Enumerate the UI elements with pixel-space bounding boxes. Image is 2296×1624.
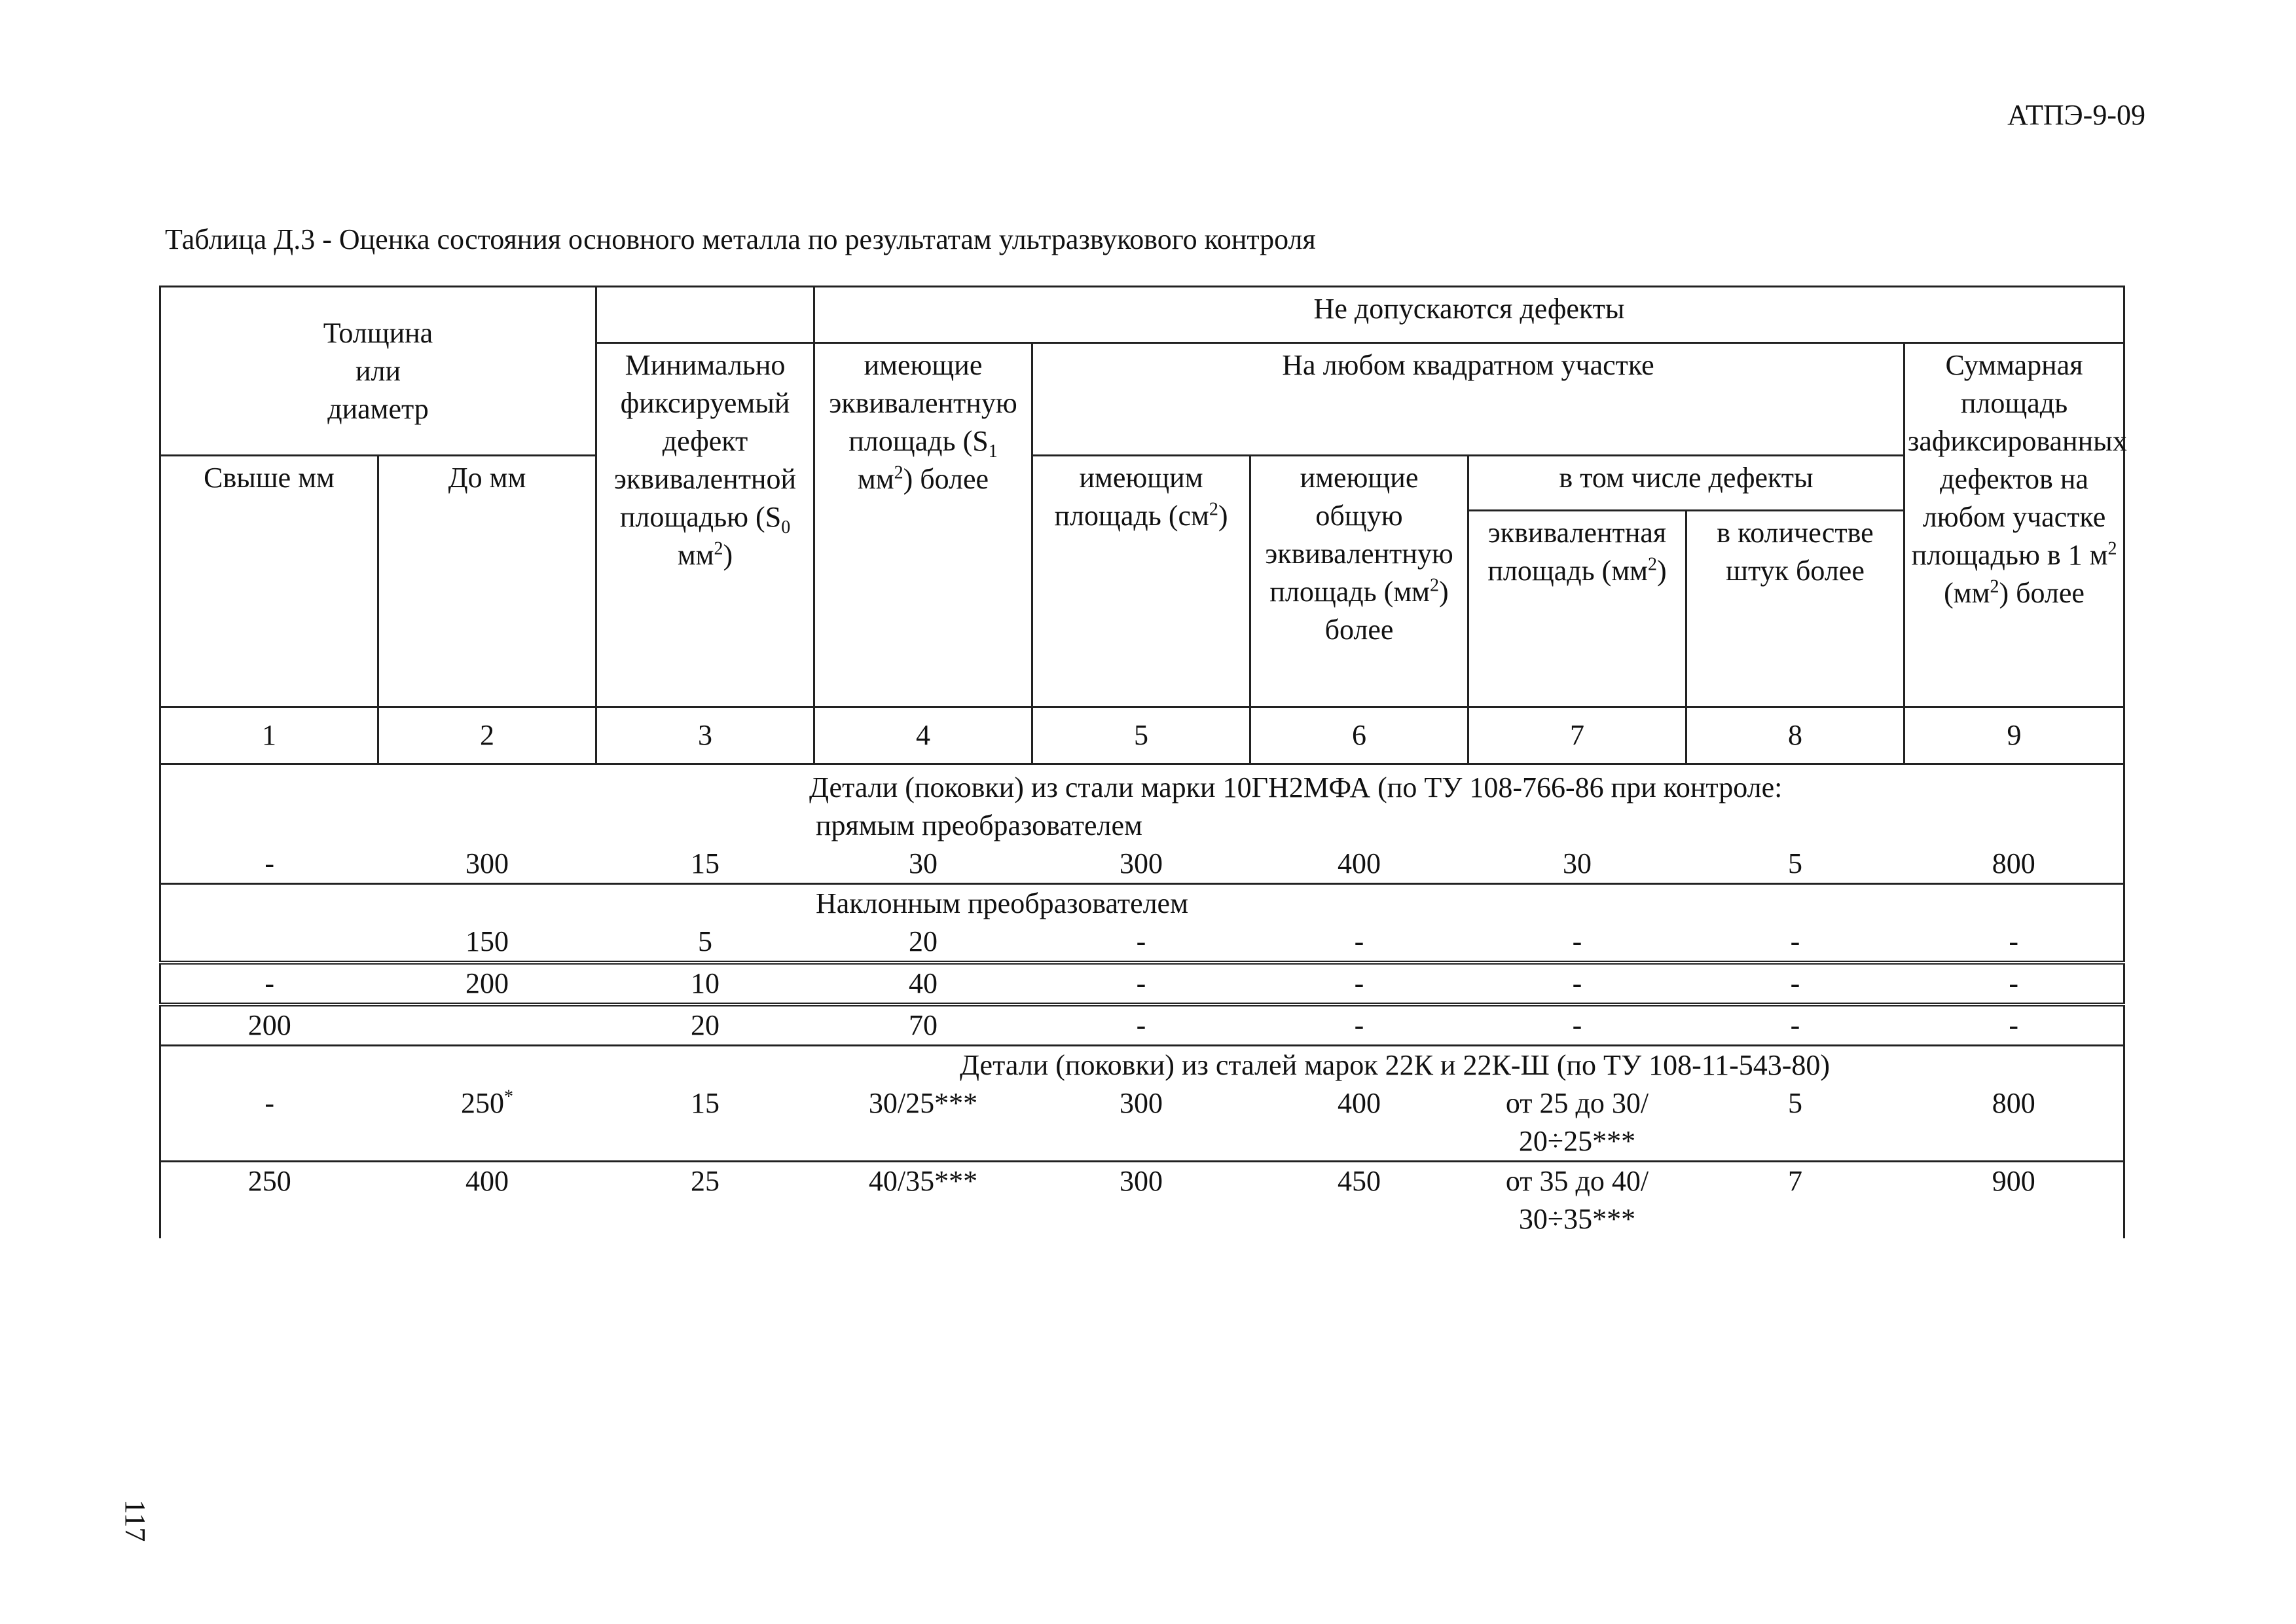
header-equiv-area: имеющие эквивалентную площадь ($S_1$ $мм^2$) более: [814, 343, 1032, 707]
col-number: 2: [378, 707, 596, 764]
table-cell: 70: [814, 1005, 1032, 1046]
table-row: [160, 1162, 2124, 1201]
column-numbers-row: [160, 707, 2124, 764]
table-cell: 30: [814, 845, 1032, 884]
table-row: [160, 1005, 2124, 1046]
table-cell: 300: [1120, 1087, 1163, 1119]
header-min-defect: Минимально фиксируемый дефект эквивалентной площадью ($S_0$ $мм^2$): [596, 343, 814, 707]
table-cell: 15: [596, 845, 814, 884]
table-cell: 300: [378, 845, 596, 884]
table-cell: 20: [596, 1005, 814, 1046]
table-cell: 300: [1120, 1165, 1163, 1197]
table-cell: -: [1032, 963, 1250, 1005]
section-heading: Детали (поковки) из стали марки 10ГН2МФА (по ТУ 108-766-86 при контроле: прямым преобразователем: [160, 764, 2124, 845]
table-cell: -: [1686, 963, 1904, 1005]
header-up-to: До мм: [378, 456, 596, 707]
header-not-allowed: Не допускаются дефекты: [814, 287, 2124, 343]
table-row-continuation: [160, 1200, 2124, 1238]
col-number: 1: [160, 707, 378, 764]
table-cell: -: [1250, 963, 1468, 1005]
header-count: в количестве штук более: [1686, 511, 1904, 707]
table-row: [160, 923, 2124, 963]
header-having-area: имеющим площадь $(см^2)$: [1032, 456, 1250, 707]
table-cell: 20: [814, 923, 1032, 963]
table-cell: 200: [160, 1005, 378, 1046]
table-cell: -: [1032, 923, 1250, 963]
table-cell: 800: [1904, 845, 2124, 884]
table-cell: 150: [378, 923, 596, 963]
header-sum-area: Суммарная площадь зафиксированных дефектов на любом участке площадью в 1 $м^2$ $(мм^2)$ более: [1904, 343, 2124, 707]
table-cell: -: [160, 845, 378, 884]
table-cell: -: [1686, 1005, 1904, 1046]
page-number: 117: [119, 1500, 151, 1542]
table-cell: [160, 923, 378, 963]
col-number: 3: [596, 707, 814, 764]
document-code: АТПЭ-9-09: [2007, 99, 2145, 131]
header-above: Свыше мм: [160, 456, 378, 707]
col-number: 9: [1904, 707, 2124, 764]
table-cell: 400: [1338, 1087, 1381, 1119]
table-cell: -: [160, 963, 378, 1005]
table-cell: от 25 до 30/: [1505, 1087, 1649, 1119]
table-cell: 200: [378, 963, 596, 1005]
table-cell: 250: [160, 1162, 378, 1201]
table-cell: 800: [1904, 1084, 2124, 1122]
table-cell: 40: [814, 963, 1032, 1005]
header-thickness: Толщина или диаметр: [160, 287, 596, 456]
header-incl-defects: в том числе дефекты: [1468, 456, 1904, 511]
table-cell: 400: [1250, 845, 1468, 884]
table-cell: от 35 до 40/: [1505, 1165, 1649, 1197]
table-cell: -: [1904, 923, 2124, 963]
table-row-continuation: [160, 1122, 2124, 1162]
table-cell: -: [1032, 1005, 1250, 1046]
table-cell: 400: [465, 1165, 509, 1197]
section-heading: Детали (поковки) из сталей марок 22К и 22К-Ш (по ТУ 108-11-543-80): [160, 1046, 2124, 1085]
table-cell: -: [1904, 963, 2124, 1005]
table-cell: -: [1468, 1005, 1686, 1046]
col-number: 5: [1032, 707, 1250, 764]
col-number: 7: [1468, 707, 1686, 764]
table-cell: -: [1686, 923, 1904, 963]
header-total-equiv: имеющие общую эквивалентную площадь $(мм^2)$ более: [1250, 456, 1468, 707]
table-cell: 5: [596, 923, 814, 963]
table-row: [160, 963, 2124, 1005]
table-cell: 40/35***: [868, 1165, 978, 1197]
table-cell: -: [1250, 923, 1468, 963]
col-number: 4: [814, 707, 1032, 764]
table-cell: 450: [1338, 1165, 1381, 1197]
table-cell: -: [160, 1084, 378, 1122]
table-row: [160, 1084, 2124, 1122]
table-cell: 300: [1032, 845, 1250, 884]
header-empty: [596, 287, 814, 343]
table-cell: 7: [1788, 1165, 1802, 1197]
table-cell: 30/25***: [868, 1087, 978, 1119]
table-cell: 10: [596, 963, 814, 1005]
table-row: [160, 845, 2124, 884]
assessment-table: [159, 286, 2125, 1238]
table-cell: 20÷25***: [1468, 1122, 1686, 1162]
table-cell: 30: [1468, 845, 1686, 884]
table-cell: 15: [691, 1087, 720, 1119]
table-cell: 30÷35***: [1518, 1203, 1636, 1235]
table-cell: 5: [1788, 1087, 1802, 1119]
table-cell: 25: [691, 1165, 720, 1197]
table-cell: -: [1468, 963, 1686, 1005]
table-cell: -: [1904, 1005, 2124, 1046]
table-cell: 900: [1904, 1162, 2124, 1201]
header-equiv-area-2: эквивалентная площадь $(мм^2)$: [1468, 511, 1686, 707]
col-number: 6: [1250, 707, 1468, 764]
table-cell: -: [1250, 1005, 1468, 1046]
table-cell: [378, 1005, 596, 1046]
section-heading: Наклонным преобразователем: [160, 884, 2124, 923]
table-cell: 250*: [461, 1086, 513, 1119]
header-square-area: На любом квадратном участке: [1032, 343, 1904, 456]
table-caption: Таблица Д.3 - Оценка состояния основного металла по результатам ультразвукового контроля: [165, 223, 1316, 255]
table-cell: 5: [1686, 845, 1904, 884]
table-cell: -: [1468, 923, 1686, 963]
col-number: 8: [1686, 707, 1904, 764]
